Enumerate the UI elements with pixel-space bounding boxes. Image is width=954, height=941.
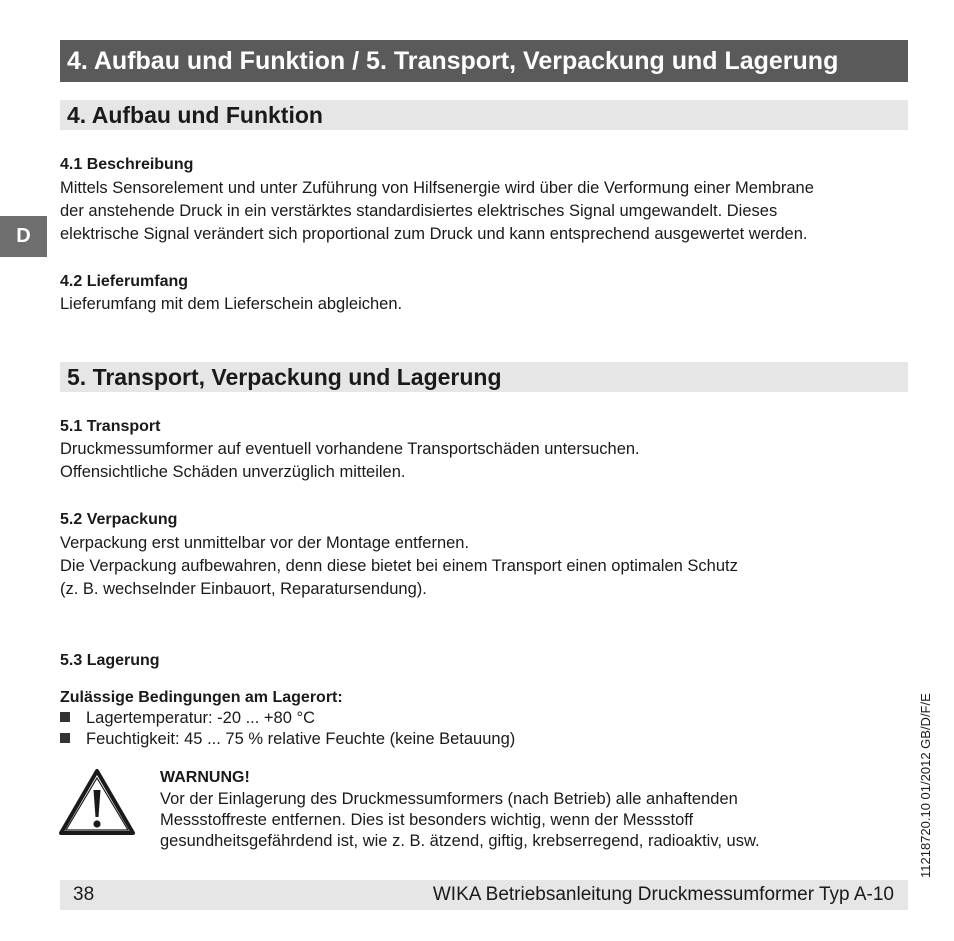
page-title: 4. Aufbau und Funktion / 5. Transport, Verpackung und Lagerung: [60, 40, 908, 82]
paragraph-line: Lieferumfang mit dem Lieferschein abgleichen.: [60, 295, 403, 313]
bullet-square-icon: [60, 733, 70, 743]
document-reference: 11218720.10 01/2012 GB/D/F/E: [918, 693, 933, 878]
paragraph-line: Die Verpackung aufbewahren, denn diese bietet bei einem Transport einen optimalen Schutz: [60, 557, 738, 575]
subsection-5-3-heading: 5.3 Lagerung: [60, 652, 160, 669]
subsection-4-1-text: [60, 177, 814, 246]
warning-text: [160, 789, 760, 852]
paragraph-line: elektrische Signal verändert sich proportional zum Druck und kann entsprechend ausgewertet werden.: [60, 225, 808, 243]
paragraph-line: Druckmessumformer auf eventuell vorhandene Transportschäden untersuchen.: [60, 440, 640, 458]
footer: [60, 880, 908, 910]
subsection-4-2-heading: 4.2 Lieferumfang: [60, 273, 189, 290]
list-item: [60, 729, 515, 750]
paragraph-line: Verpackung erst unmittelbar vor der Montage entfernen.: [60, 534, 470, 552]
list-item-text: Lagertemperatur: -20 ... +80 °C: [86, 709, 316, 727]
footer-text: WIKA Betriebsanleitung Druckmessumformer Typ A-10: [432, 884, 894, 905]
paragraph-line: Messstoffreste entfernen. Dies ist besonders wichtig, wenn der Messstoff: [160, 811, 694, 829]
subsection-4-2-text: [60, 293, 402, 316]
list-item-text: Feuchtigkeit: 45 ... 75 % relative Feuchte (keine Betauung): [86, 730, 516, 748]
paragraph-line: Mittels Sensorelement und unter Zuführung von Hilfsenergie wird über die Verformung einer Membrane: [60, 179, 814, 197]
section-4-heading: 4. Aufbau und Funktion: [60, 100, 908, 130]
section-5-heading: 5. Transport, Verpackung und Lagerung: [60, 362, 908, 392]
language-tab: D: [0, 216, 47, 257]
paragraph-line: der anstehende Druck in ein verstärktes standardisiertes elektrisches Signal umgewandelt. Dieses: [60, 202, 778, 220]
subsection-5-1-heading: 5.1 Transport: [60, 418, 161, 435]
list-item: [60, 708, 315, 729]
warning-triangle-icon: [58, 768, 136, 836]
paragraph-line: gesundheitsgefährdend ist, wie z. B. ätzend, giftig, krebserregend, radioaktiv, usw.: [160, 832, 760, 850]
subsection-5-1-text: [60, 438, 640, 484]
paragraph-line: (z. B. wechselnder Einbauort, Reparatursendung).: [60, 580, 427, 598]
subsection-4-1-heading: 4.1 Beschreibung: [60, 156, 194, 173]
page-number: 38: [73, 884, 95, 905]
subsection-5-2-text: [60, 532, 738, 601]
paragraph-line: Vor der Einlagerung des Druckmessumformers (nach Betrieb) alle anhaftenden: [160, 790, 738, 808]
warning-title: WARNUNG!: [160, 769, 250, 786]
storage-conditions-heading: Zulässige Bedingungen am Lagerort:: [60, 689, 343, 706]
bullet-square-icon: [60, 712, 70, 722]
paragraph-line: Offensichtliche Schäden unverzüglich mitteilen.: [60, 463, 406, 481]
subsection-5-2-heading: 5.2 Verpackung: [60, 511, 178, 528]
